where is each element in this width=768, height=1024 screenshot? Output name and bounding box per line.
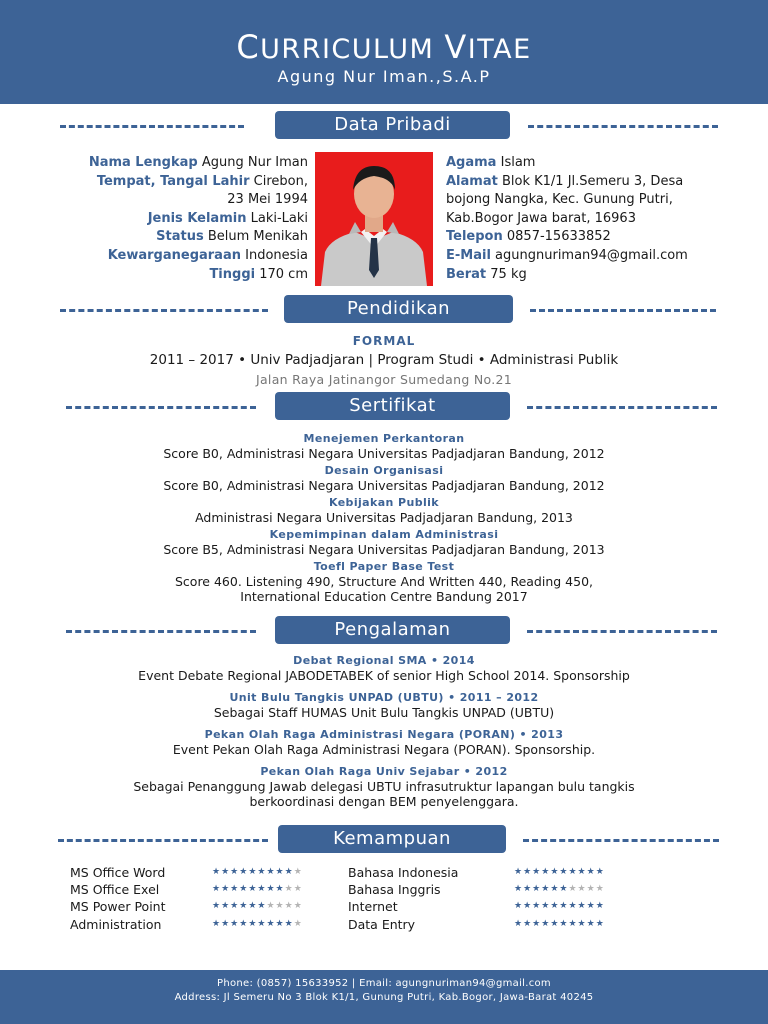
star-icon: ★ xyxy=(221,867,231,877)
divider-left xyxy=(66,630,256,633)
star-icon: ★ xyxy=(275,867,285,877)
personal-value: 170 cm xyxy=(259,266,308,282)
star-icon: ★ xyxy=(523,918,533,929)
star-icon: ★ xyxy=(275,884,285,895)
star-icon: ★ xyxy=(239,918,249,929)
list-item xyxy=(0,728,768,757)
personal-value: Belum Menikah xyxy=(207,229,308,245)
skill-rating xyxy=(212,864,342,881)
skill-name: MS Office Word xyxy=(70,865,166,880)
star-icon: ★ xyxy=(248,884,258,895)
personal-value: 23 Mei 1994 xyxy=(227,192,308,208)
personal-row xyxy=(40,247,308,266)
personal-label: Tinggi xyxy=(209,266,256,282)
personal-value: agungnuriman94@gmail.com xyxy=(495,247,688,263)
star-icon: ★ xyxy=(212,918,222,929)
star-icon: ★ xyxy=(284,901,294,912)
personal-label: Alamat xyxy=(446,173,498,189)
item-description: Event Debate Regional JABODETABEK of senior High School 2014. Sponsorship xyxy=(138,668,630,683)
list-item xyxy=(0,528,768,557)
star-icon: ★ xyxy=(523,884,533,895)
divider-right xyxy=(528,125,718,128)
skill-name: Bahasa Inggris xyxy=(348,882,441,898)
divider-left xyxy=(60,309,268,312)
list-item xyxy=(0,654,768,683)
personal-row xyxy=(446,173,726,192)
star-icon: ★ xyxy=(559,901,569,912)
personal-row xyxy=(446,210,726,229)
item-description: Score 460. Listening 490, Structure And Written 440, Reading 450, xyxy=(174,574,593,589)
list-item xyxy=(0,560,768,604)
star-icon: ★ xyxy=(559,918,569,929)
personal-row xyxy=(446,266,726,285)
personal-value: Indonesia xyxy=(245,247,308,263)
skill-rating xyxy=(514,898,644,915)
personal-label: Nama Lengkap xyxy=(88,155,198,170)
divider-right xyxy=(523,839,719,842)
star-icon: ★ xyxy=(212,884,222,895)
personal-label: Status xyxy=(156,229,204,245)
personal-value: Laki-Laki xyxy=(250,210,308,226)
section-skills xyxy=(0,825,768,855)
star-icon: ★ xyxy=(514,884,524,895)
item-description: Score B0, Administrasi Negara Universitas Padjadjaran Bandung, 2012 xyxy=(163,478,605,493)
personal-value: Blok K1/1 Jl.Semeru 3, Desa xyxy=(501,173,684,189)
star-icon: ★ xyxy=(595,918,605,929)
divider-left xyxy=(66,406,256,409)
divider-left xyxy=(60,125,244,128)
item-title: Kebijakan Publik xyxy=(328,496,440,509)
list-item xyxy=(0,765,768,809)
item-title: Unit Bulu Tangkis UNPAD (UBTU) • 2011 – 2012 xyxy=(229,691,539,704)
section-certificates xyxy=(0,392,768,422)
star-icon: ★ xyxy=(559,884,569,895)
section-experience xyxy=(0,616,768,646)
star-icon: ★ xyxy=(284,918,294,929)
star-icon: ★ xyxy=(239,901,249,912)
star-icon: ★ xyxy=(266,884,276,895)
personal-value: bojong Nangka, Kec. Gunung Putri, xyxy=(446,192,673,208)
personal-row xyxy=(40,266,308,285)
section-title-education: Pendidikan xyxy=(284,295,513,323)
star-icon: ★ xyxy=(239,867,249,877)
star-icon: ★ xyxy=(532,884,542,895)
certificate-list xyxy=(0,432,768,607)
star-icon: ★ xyxy=(230,901,240,912)
skill-name: Internet xyxy=(348,899,398,915)
personal-label: Telepon xyxy=(446,229,503,245)
star-icon: ★ xyxy=(293,918,303,929)
footer-address: Address: Jl Semeru No 3 Blok K1/1, Gunung Putri, Kab.Bogor, Jawa-Barat 40245 xyxy=(174,992,594,1003)
item-title: Pekan Olah Raga Administrasi Negara (PORAN) • 2013 xyxy=(204,728,564,741)
star-icon: ★ xyxy=(541,901,551,912)
item-title: Toefl Paper Base Test xyxy=(313,560,455,573)
section-title-personal: Data Pribadi xyxy=(275,111,510,139)
star-icon: ★ xyxy=(541,867,551,877)
star-icon: ★ xyxy=(212,901,222,912)
star-icon: ★ xyxy=(266,918,276,929)
footer-contact: Phone: (0857) 15633952 | Email: agungnuriman94@gmail.com xyxy=(217,978,551,989)
skill-rating xyxy=(514,864,644,881)
personal-info-left xyxy=(40,154,308,284)
star-icon: ★ xyxy=(586,867,596,877)
personal-label: Berat xyxy=(446,266,487,282)
personal-value: 0857-15633852 xyxy=(506,229,611,245)
star-icon: ★ xyxy=(257,918,267,929)
item-description: berkoordinasi dengan BEM penyelenggara. xyxy=(249,794,519,809)
skill-name: Bahasa Indonesia xyxy=(348,865,459,880)
skills-left xyxy=(70,864,210,933)
skill-name: Administration xyxy=(70,916,162,932)
star-icon: ★ xyxy=(550,918,560,929)
personal-row xyxy=(446,191,726,210)
education-address: Jalan Raya Jatinangor Sumedang No.21 xyxy=(255,372,512,387)
skill-rating xyxy=(212,916,342,933)
star-icon: ★ xyxy=(293,901,303,912)
skill-rating xyxy=(212,898,342,915)
section-title-experience: Pengalaman xyxy=(275,616,510,644)
star-icon: ★ xyxy=(248,867,258,877)
star-icon: ★ xyxy=(568,884,578,895)
star-icon: ★ xyxy=(514,918,524,929)
personal-row xyxy=(446,228,726,247)
star-icon: ★ xyxy=(239,884,249,895)
personal-row xyxy=(40,210,308,229)
personal-label: E-Mail xyxy=(446,247,491,263)
personal-row xyxy=(40,228,308,247)
personal-value: Agung Nur Iman xyxy=(201,155,308,170)
star-icon: ★ xyxy=(595,867,605,877)
personal-label: Jenis Kelamin xyxy=(147,210,247,226)
star-icon: ★ xyxy=(550,884,560,895)
document-title: CURRICULUM VITAE xyxy=(236,28,532,66)
star-icon: ★ xyxy=(266,867,276,877)
star-icon: ★ xyxy=(257,884,267,895)
section-personal xyxy=(0,111,768,141)
divider-right xyxy=(527,406,717,409)
item-title: Kepemimpinan dalam Administrasi xyxy=(269,528,499,541)
item-title: Menejemen Perkantoran xyxy=(303,432,465,445)
star-icon: ★ xyxy=(248,918,258,929)
section-title-skills: Kemampuan xyxy=(278,825,506,853)
skill-rating xyxy=(514,881,644,898)
divider-left xyxy=(58,839,268,842)
star-icon: ★ xyxy=(550,867,560,877)
star-icon: ★ xyxy=(550,901,560,912)
star-icon: ★ xyxy=(577,901,587,912)
item-description: Score B0, Administrasi Negara Universitas Padjadjaran Bandung, 2012 xyxy=(163,446,605,461)
footer-banner xyxy=(0,970,768,1024)
star-icon: ★ xyxy=(595,901,605,912)
personal-row xyxy=(40,173,308,192)
skill-rating xyxy=(212,881,342,898)
personal-row xyxy=(446,247,726,266)
star-icon: ★ xyxy=(568,918,578,929)
star-icon: ★ xyxy=(514,901,524,912)
star-icon: ★ xyxy=(523,901,533,912)
star-icon: ★ xyxy=(275,901,285,912)
star-icon: ★ xyxy=(586,884,596,895)
star-icon: ★ xyxy=(586,901,596,912)
personal-value: 75 kg xyxy=(490,266,527,282)
star-icon: ★ xyxy=(230,867,240,877)
item-description: Sebagai Penanggung Jawab delegasi UBTU infrasutruktur lapangan bulu tangkis xyxy=(133,779,635,794)
star-icon: ★ xyxy=(293,884,303,895)
skills-right-ratings xyxy=(514,864,644,933)
star-icon: ★ xyxy=(586,918,596,929)
star-icon: ★ xyxy=(284,884,294,895)
personal-value: Cirebon, xyxy=(253,173,308,189)
divider-right xyxy=(530,309,716,312)
list-item xyxy=(0,496,768,525)
star-icon: ★ xyxy=(221,884,231,895)
section-title-certificates: Sertifikat xyxy=(275,392,510,420)
education-detail: 2011 – 2017 • Univ Padjadjaran | Program Studi • Administrasi Publik xyxy=(149,352,619,368)
item-description: Administrasi Negara Universitas Padjadjaran Bandung, 2013 xyxy=(195,510,573,525)
list-item xyxy=(0,432,768,461)
divider-right xyxy=(527,630,717,633)
header-banner xyxy=(0,0,768,104)
skills-left-ratings xyxy=(212,864,342,933)
portrait-icon xyxy=(315,152,433,286)
skill-rating xyxy=(514,916,644,933)
personal-info-right xyxy=(446,154,726,284)
star-icon: ★ xyxy=(568,901,578,912)
applicant-name: Agung Nur Iman.,S.A.P xyxy=(277,67,491,86)
star-icon: ★ xyxy=(230,918,240,929)
star-icon: ★ xyxy=(230,884,240,895)
star-icon: ★ xyxy=(257,867,267,877)
star-icon: ★ xyxy=(532,918,542,929)
skill-name: MS Office Exel xyxy=(70,882,160,898)
item-title: Debat Regional SMA • 2014 xyxy=(293,654,475,667)
personal-label: Tempat, Tangal Lahir xyxy=(96,173,250,189)
star-icon: ★ xyxy=(257,901,267,912)
personal-row xyxy=(446,154,726,173)
skill-name: Data Entry xyxy=(348,916,416,932)
star-icon: ★ xyxy=(532,901,542,912)
education-formal-label: FORMAL xyxy=(352,334,416,348)
star-icon: ★ xyxy=(532,867,542,877)
profile-photo xyxy=(315,152,433,286)
item-description: Score B5, Administrasi Negara Universitas Padjadjaran Bandung, 2013 xyxy=(163,542,605,557)
star-icon: ★ xyxy=(275,918,285,929)
star-icon: ★ xyxy=(559,867,569,877)
star-icon: ★ xyxy=(284,867,294,877)
star-icon: ★ xyxy=(266,901,276,912)
item-title: Pekan Olah Raga Univ Sejabar • 2012 xyxy=(260,765,508,778)
star-icon: ★ xyxy=(541,884,551,895)
star-icon: ★ xyxy=(523,867,533,877)
star-icon: ★ xyxy=(212,867,222,877)
star-icon: ★ xyxy=(568,867,578,877)
star-icon: ★ xyxy=(577,884,587,895)
skill-name: MS Power Point xyxy=(70,899,166,915)
personal-row xyxy=(40,191,308,210)
skills-right xyxy=(348,864,508,933)
star-icon: ★ xyxy=(248,901,258,912)
item-description: Sebagai Staff HUMAS Unit Bulu Tangkis UNPAD (UBTU) xyxy=(213,705,555,720)
personal-row xyxy=(40,154,308,173)
star-icon: ★ xyxy=(514,867,524,877)
star-icon: ★ xyxy=(221,918,231,929)
star-icon: ★ xyxy=(577,918,587,929)
item-description: Event Pekan Olah Raga Administrasi Negara (PORAN). Sponsorship. xyxy=(172,742,596,757)
experience-list xyxy=(0,654,768,817)
personal-value: Kab.Bogor Jawa barat, 16963 xyxy=(446,210,636,226)
item-title: Desain Organisasi xyxy=(324,464,444,477)
personal-value: Islam xyxy=(500,155,536,170)
list-item xyxy=(0,691,768,720)
star-icon: ★ xyxy=(577,867,587,877)
item-description: International Education Centre Bandung 2017 xyxy=(240,589,528,604)
star-icon: ★ xyxy=(541,918,551,929)
star-icon: ★ xyxy=(595,884,605,895)
section-education xyxy=(0,295,768,325)
personal-label: Agama xyxy=(446,155,497,170)
list-item xyxy=(0,464,768,493)
star-icon: ★ xyxy=(293,867,303,877)
star-icon: ★ xyxy=(221,901,231,912)
personal-label: Kewarganegaraan xyxy=(107,247,241,263)
